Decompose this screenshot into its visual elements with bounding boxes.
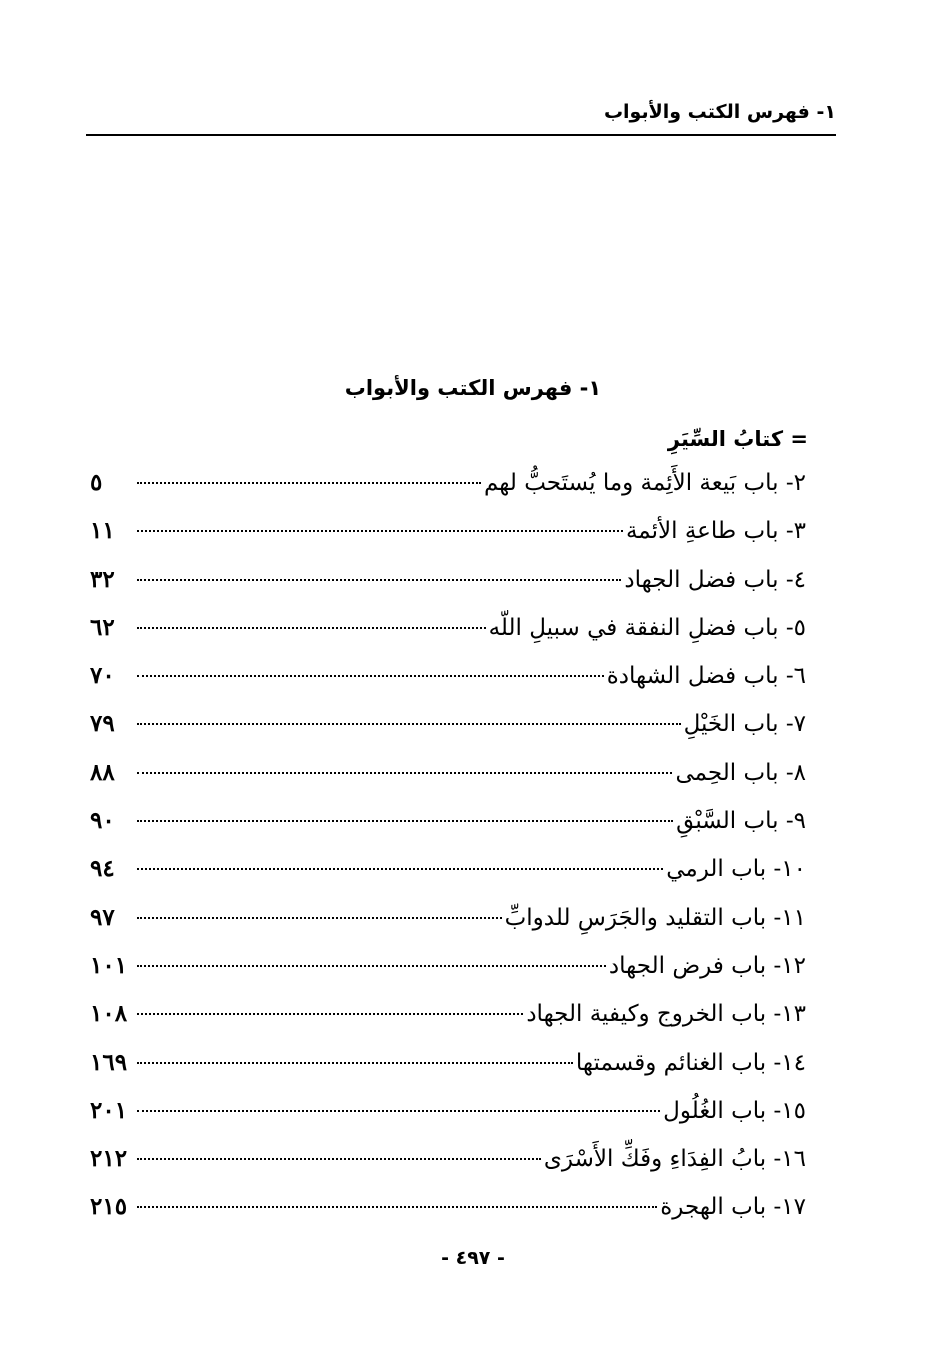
toc-entry-page: ٩٤ [90,855,115,883]
toc-entry-page: ١٠١ [90,951,128,979]
toc-entry [90,459,806,507]
dot-leader [137,1062,573,1064]
toc-entry-page: ٥ [90,469,103,496]
toc-entry [90,1039,806,1087]
toc-entry [90,990,806,1038]
running-header: ١- فهرس الكتب والأبواب [603,101,836,123]
toc-entry [90,797,806,845]
toc-entry-title: ٨- باب الحِمى [675,759,806,786]
dot-leader [137,1013,523,1015]
toc-entry-page: ١٦٩ [90,1048,128,1076]
toc-entry [90,507,806,555]
toc-entry [90,652,806,700]
toc-entry-page: ٧٠ [90,662,115,690]
toc-entry [90,604,806,652]
toc-entry [90,700,806,748]
dot-leader [137,965,606,967]
toc-entry-page: ٦٢ [90,613,115,641]
toc-entry-title: ١٤- باب الغنائم وقسمتها [575,1049,806,1076]
toc-entry [90,894,806,942]
dot-leader [137,627,486,629]
toc-entry-title: ١٦- بابُ الفِدَاءِ وفَكِّ الأَسْرَى [543,1146,806,1173]
table-of-contents [90,459,806,1232]
toc-entry-title: ٣- باب طاعةِ الأئمة [625,518,806,545]
toc-entry-title: ٦- باب فضل الشهادة [606,663,806,690]
toc-entry-page: ٢١٢ [90,1145,128,1173]
toc-entry-title: ١٢- باب فرض الجهاد [608,952,806,979]
toc-entry [90,749,806,797]
toc-entry-title: ١٧- باب الهجرة [660,1194,806,1221]
toc-entry-page: ١١ [90,517,115,545]
dot-leader [137,868,663,870]
toc-entry-page: ٣٢ [90,565,115,593]
toc-entry-title: ١١- باب التقليد والجَرَسِ للدوابِّ [504,904,806,931]
dot-leader [137,1206,657,1208]
dot-leader [137,482,481,484]
toc-entry-title: ١٣- باب الخروج وكيفية الجهاد [526,1001,806,1028]
toc-entry-page: ٧٩ [90,710,115,738]
page-number: - ٤٩٧ - [441,1247,505,1269]
toc-entry [90,1135,806,1183]
toc-entry-page: ٩٧ [90,903,115,931]
toc-entry [90,1087,806,1135]
book-heading: = كتابُ السِّيَرِ [667,427,808,451]
toc-entry-title: ١٥- باب الغُلُول [663,1097,806,1124]
toc-entry-title: ١٠- باب الرمي [666,856,806,883]
toc-entry-page: ٩٠ [90,807,115,835]
dot-leader [137,917,502,919]
toc-entry-title: ٩- باب السَّبْقِ [676,808,806,835]
toc-entry-title: ٤- باب فضل الجهاد [624,566,806,593]
toc-entry [90,556,806,604]
toc-entry [90,845,806,893]
toc-entry-page: ١٠٨ [90,1000,128,1028]
toc-entry [90,1183,806,1231]
dot-leader [137,675,604,677]
index-title: ١- فهرس الكتب والأبواب [344,376,602,400]
toc-entry-page: ٢٠١ [90,1096,128,1124]
header-rule [86,134,836,136]
dot-leader [137,1110,660,1112]
toc-entry-title: ٥- باب فضلِ النفقة في سبيلِ اللّه [488,614,806,641]
dot-leader [137,530,623,532]
toc-entry-title: ٢- باب بَيعة الأَئِمة وما يُستَحبُّ لهم [483,470,806,496]
dot-leader [137,820,673,822]
dot-leader [137,772,672,774]
dot-leader [137,579,621,581]
dot-leader [137,1158,541,1160]
toc-entry-title: ٧- باب الخَيْلِ [683,711,806,738]
toc-entry-page: ٢١٥ [90,1193,128,1221]
toc-entry [90,942,806,990]
dot-leader [137,723,681,725]
toc-entry-page: ٨٨ [90,758,115,786]
